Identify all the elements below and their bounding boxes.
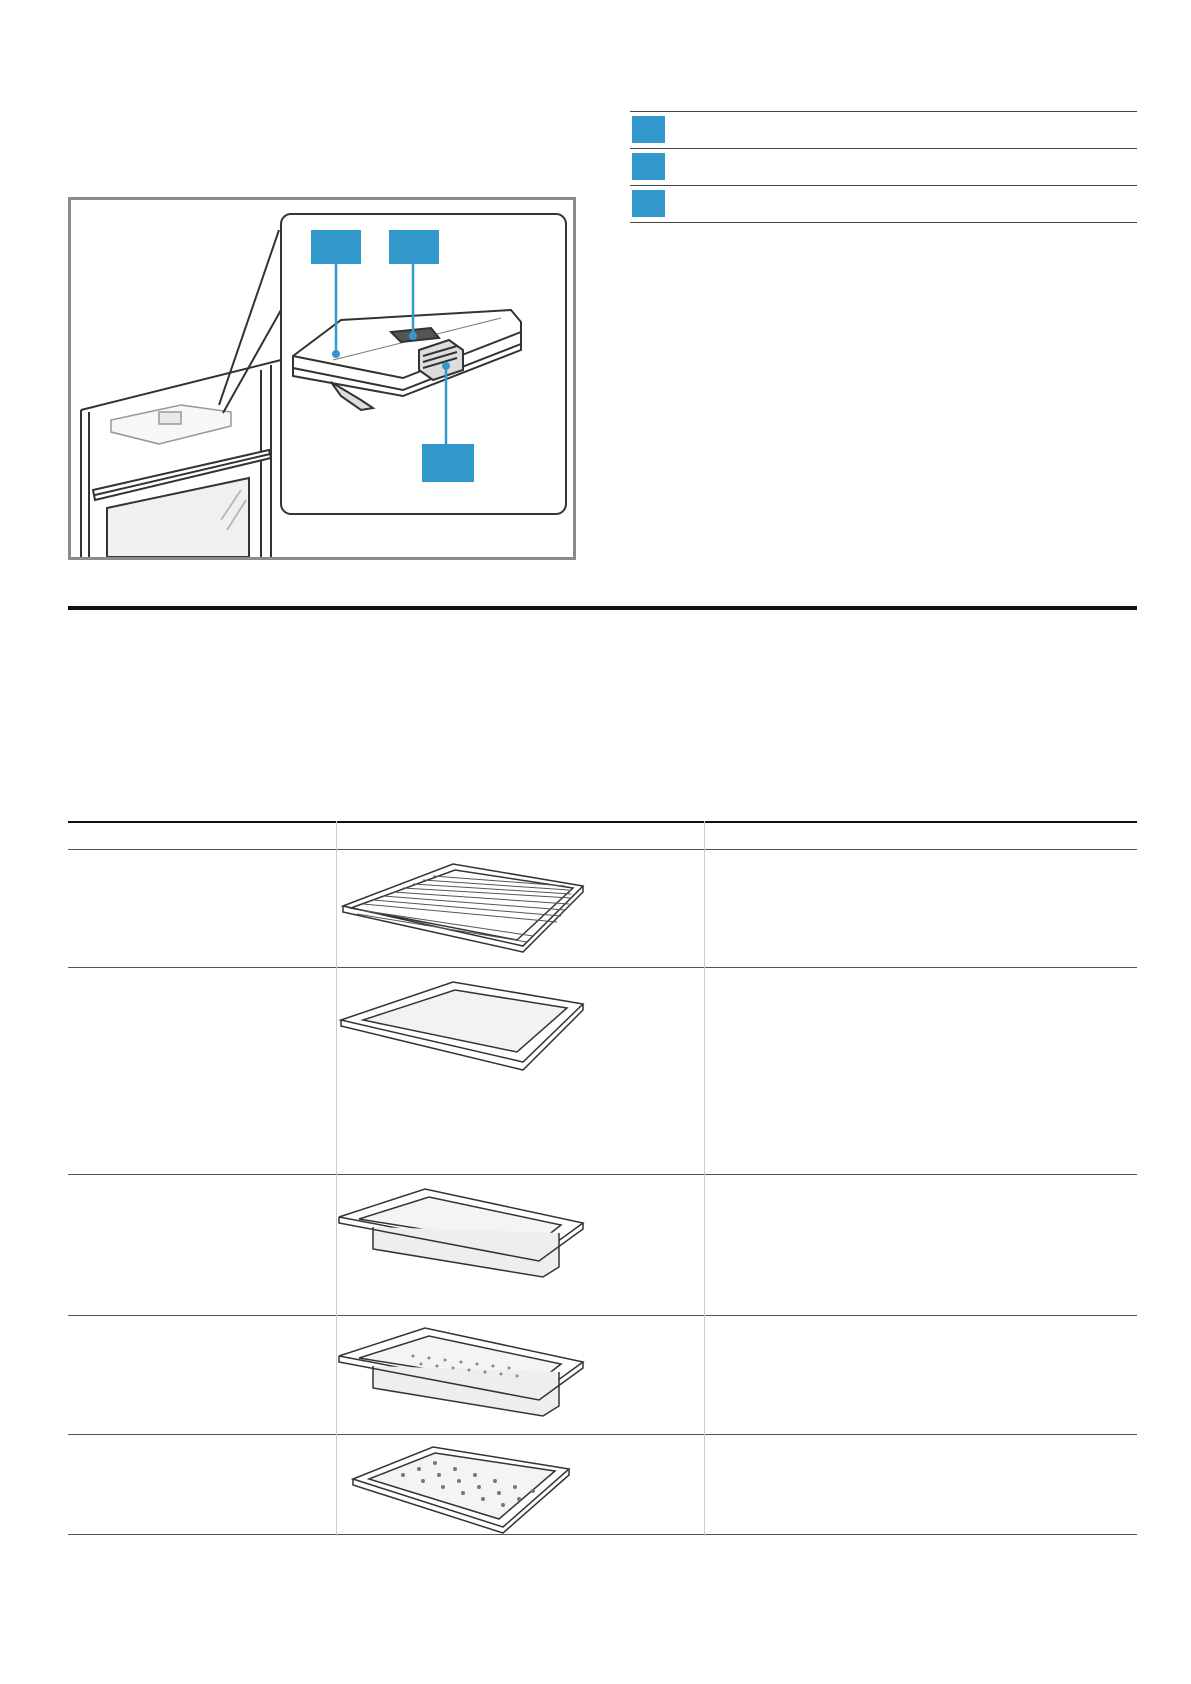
perforated-container-image — [333, 1322, 593, 1427]
small-perforated-container-image — [333, 1439, 593, 1540]
table-row — [68, 1435, 1137, 1535]
table-row — [68, 850, 1137, 968]
wire-rack-image — [333, 856, 593, 961]
table-row — [68, 1316, 1137, 1435]
callout-2 — [389, 230, 439, 264]
table-row — [68, 968, 1137, 1175]
accessories-table-header — [68, 821, 1137, 850]
legend-row — [630, 185, 1137, 223]
cooking-container-image — [333, 1183, 593, 1288]
water-tank-illustration — [68, 197, 576, 560]
accessories-table — [68, 821, 1137, 1535]
baking-tray-image — [333, 974, 593, 1079]
section-divider — [68, 606, 1137, 610]
legend-badge-2 — [632, 153, 665, 180]
callout-1 — [311, 230, 361, 264]
table-row — [68, 1175, 1137, 1316]
column-divider — [704, 821, 705, 1536]
column-divider — [336, 821, 337, 1536]
legend-badge-1 — [632, 116, 665, 143]
legend-row — [630, 111, 1137, 148]
legend-row — [630, 148, 1137, 185]
legend-table — [630, 111, 1137, 223]
legend-badge-3 — [632, 190, 665, 217]
callout-3 — [422, 444, 474, 482]
